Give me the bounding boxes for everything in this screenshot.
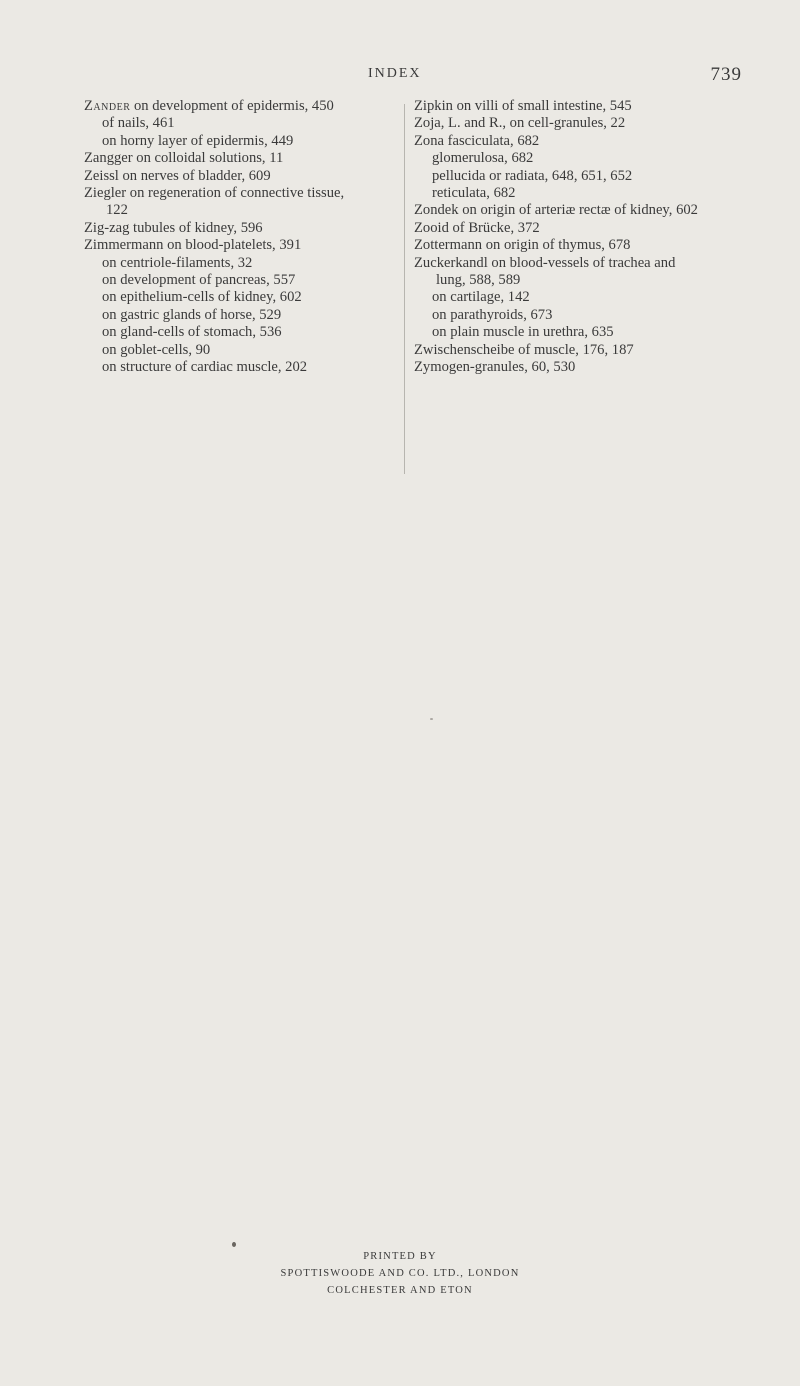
index-subentry: on gastric glands of horse, 529 (102, 306, 282, 323)
index-entry: Zondek on origin of arteriæ rectæ of kidney, 602 (414, 202, 698, 219)
index-column-left (84, 98, 394, 377)
index-entry: Zottermann on origin of thymus, 678 (414, 237, 631, 254)
index-subentry: on horny layer of epidermis, 449 (102, 132, 294, 149)
paper-speck (430, 718, 433, 720)
index-entry: Zuckerkandl on blood-vessels of trachea and (414, 254, 676, 271)
index-subentry: glomerulosa, 682 (432, 150, 534, 167)
index-subentry: on development of pancreas, 557 (102, 272, 296, 289)
column-divider (404, 104, 405, 474)
imprint-line: COLCHESTER AND ETON (327, 1285, 473, 1296)
index-entry: Ziegler on regeneration of connective tissue, (84, 185, 345, 202)
index-entry: Zoja, L. and R., on cell-granules, 22 (414, 115, 626, 132)
page-number: 739 (710, 64, 742, 85)
index-entry-continuation: 122 (106, 202, 128, 219)
index-subentry: on cartilage, 142 (432, 289, 530, 306)
index-entry: Zig-zag tubules of kidney, 596 (84, 219, 263, 236)
page-header (0, 64, 800, 90)
index-entry: Zangger on colloidal solutions, 11 (84, 150, 284, 167)
imprint-line: SPOTTISWOODE AND CO. LTD., LONDON (280, 1268, 520, 1279)
index-entry: Zymogen-granules, 60, 530 (414, 359, 576, 376)
imprint-line: PRINTED BY (363, 1251, 437, 1262)
running-title: INDEX (368, 66, 422, 81)
index-subentry: reticulata, 682 (432, 185, 516, 202)
index-entry: Zeissl on nerves of bladder, 609 (84, 167, 271, 184)
paper-speck (232, 1242, 236, 1247)
index-column-right (414, 98, 744, 377)
index-subentry: on plain muscle in urethra, 635 (432, 324, 614, 341)
index-subentry: on goblet-cells, 90 (102, 341, 211, 358)
index-entry: Zander on development of epidermis, 450 (84, 98, 334, 114)
index-entry-continuation: lung, 588, 589 (436, 272, 521, 289)
index-subentry: on gland-cells of stomach, 536 (102, 324, 282, 341)
index-subentry: on parathyroids, 673 (432, 306, 553, 323)
index-subentry: on epithelium-cells of kidney, 602 (102, 289, 302, 306)
index-subentry: of nails, 461 (102, 115, 175, 132)
index-entry: Zooid of Brücke, 372 (414, 219, 540, 236)
printer-imprint (0, 1248, 800, 1299)
index-subentry: on structure of cardiac muscle, 202 (102, 359, 308, 376)
index-entry: Zimmermann on blood-platelets, 391 (84, 237, 302, 254)
index-entry: Zwischenscheibe of muscle, 176, 187 (414, 341, 634, 358)
index-subentry: on centriole-filaments, 32 (102, 254, 253, 271)
index-entry: Zona fasciculata, 682 (414, 132, 540, 149)
index-entry: Zipkin on villi of small intestine, 545 (414, 98, 632, 114)
index-subentry: pellucida or radiata, 648, 651, 652 (432, 167, 633, 184)
